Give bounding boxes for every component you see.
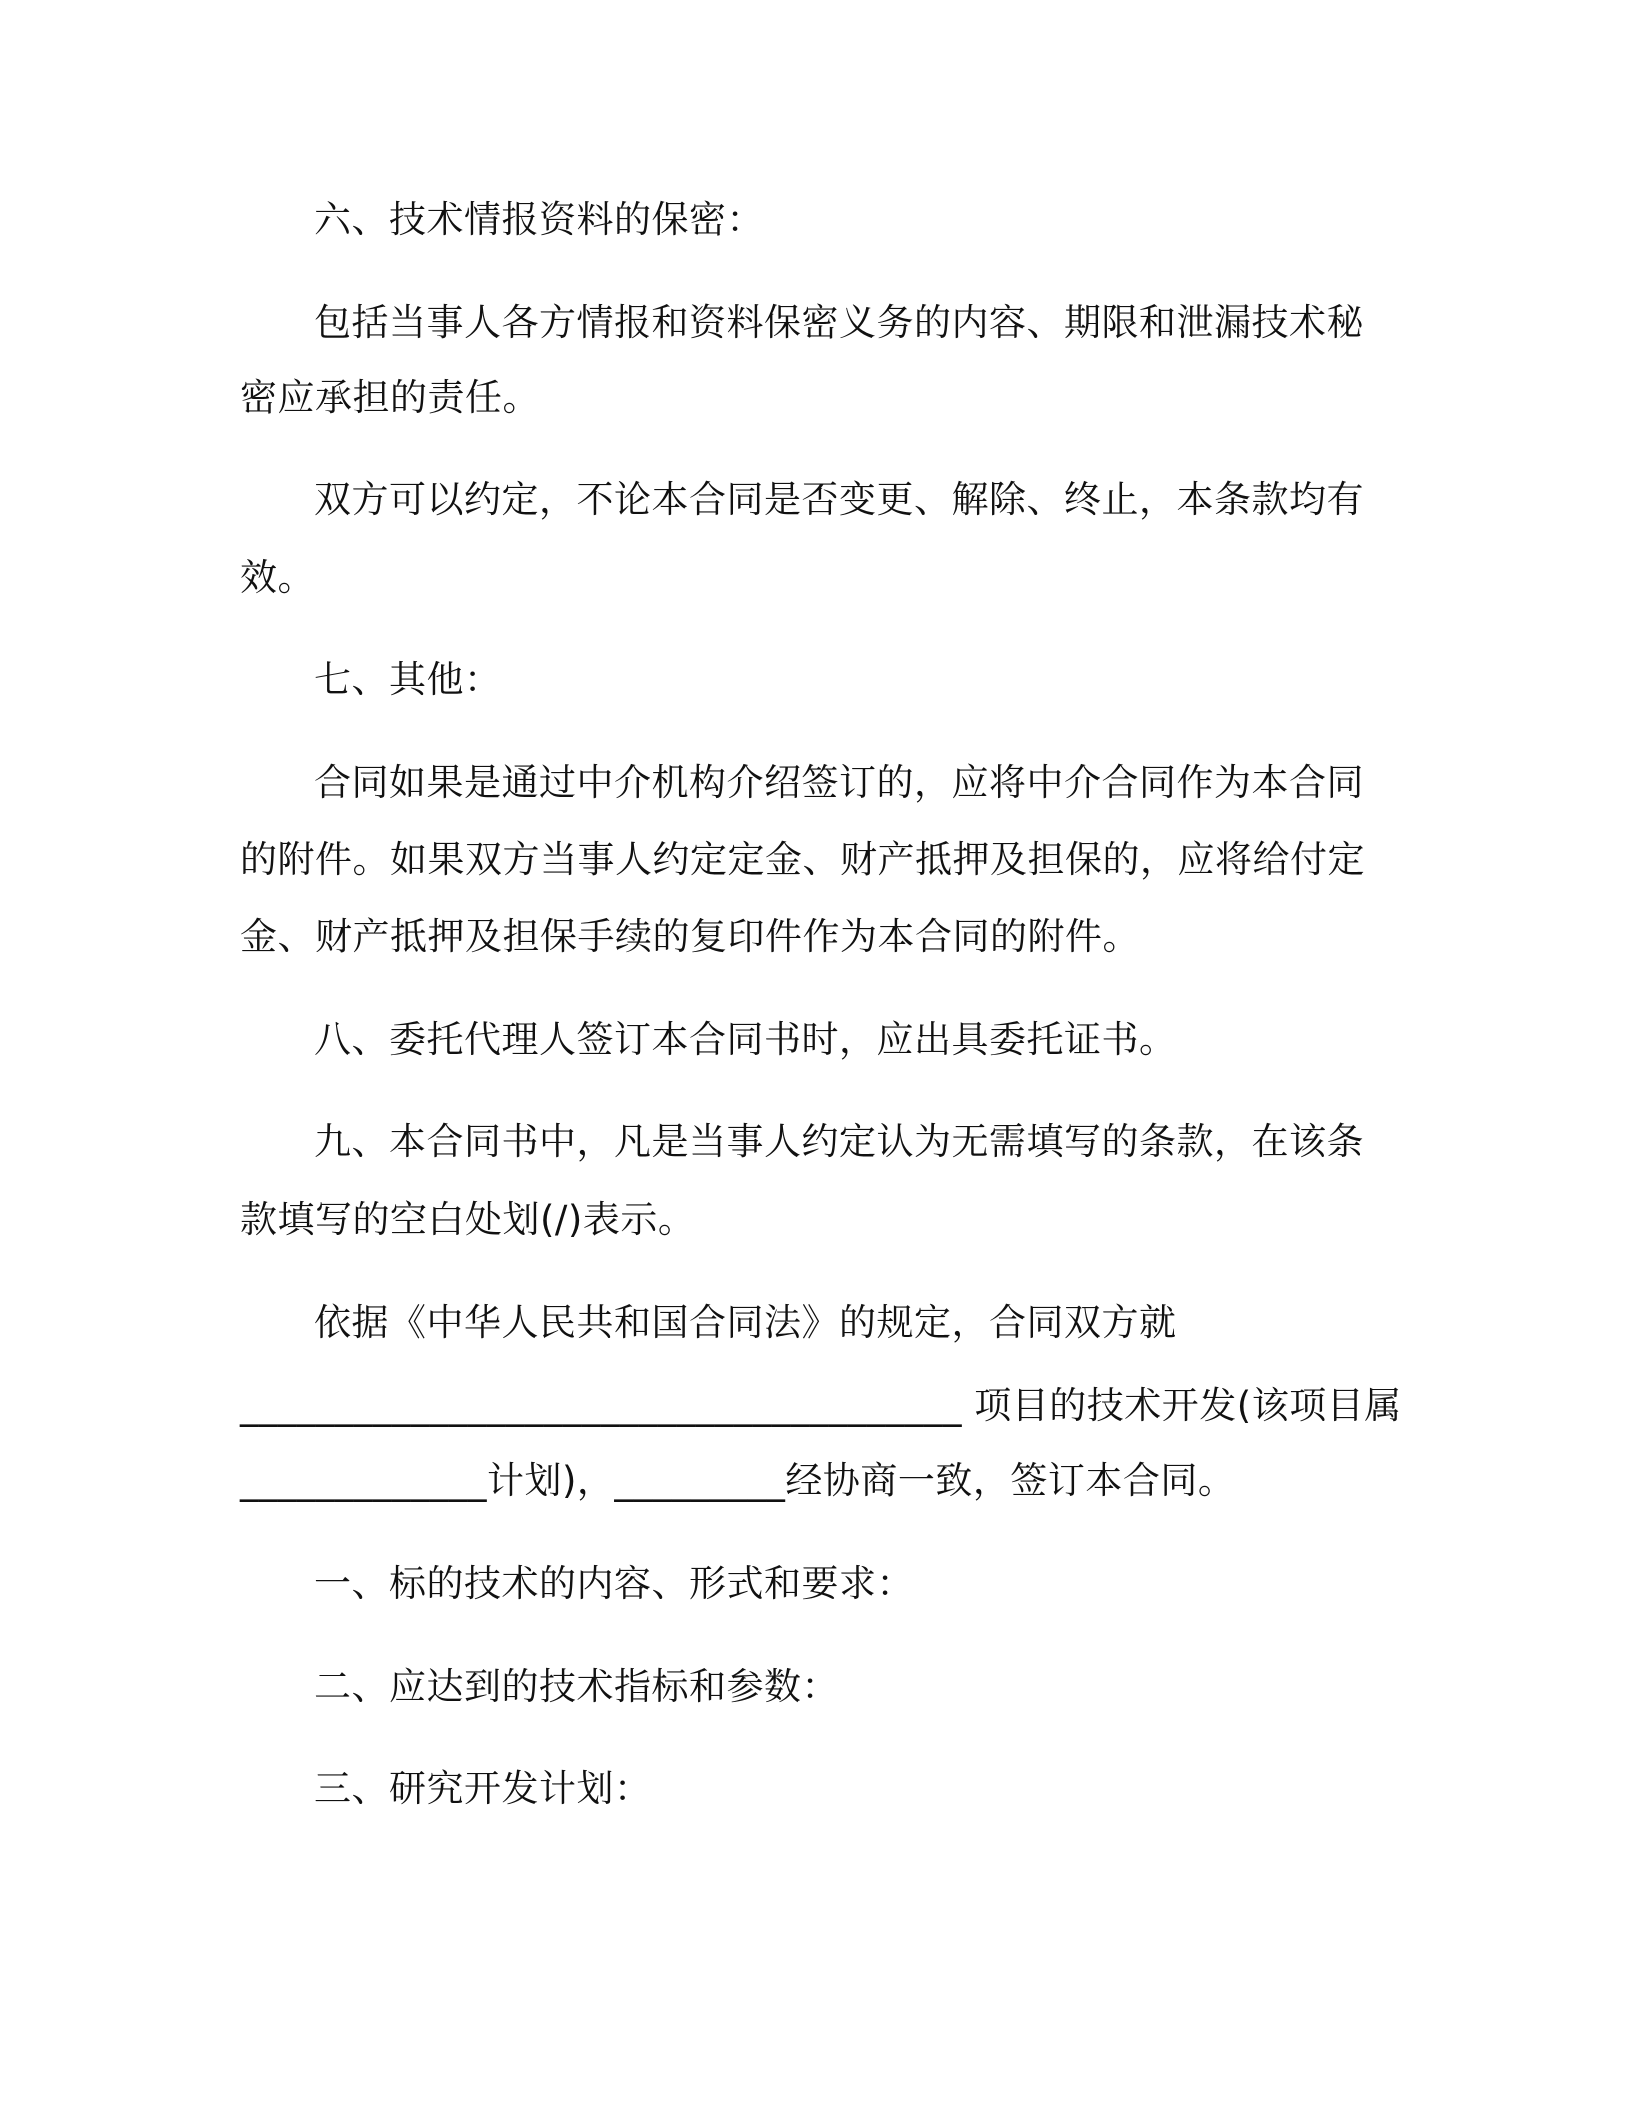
- section-heading-blank-fields: 九、本合同书中，凡是当事人约定认为无需填写的条款，在该条: [314, 1120, 1364, 1163]
- section-heading-plan: 三、研究开发计划：: [314, 1767, 652, 1810]
- section-heading-content: 一、标的技术的内容、形式和要求：: [314, 1562, 914, 1605]
- paragraph-line: 效。: [240, 556, 315, 599]
- section-heading-confidentiality: 六、技术情报资料的保密：: [314, 198, 764, 241]
- paragraph-line: 金、财产抵押及担保手续的复印件作为本合同的附件。: [240, 915, 1140, 958]
- paragraph-line: 双方可以约定，不论本合同是否变更、解除、终止，本条款均有: [314, 478, 1364, 521]
- paragraph-line: 密应承担的责任。: [240, 376, 540, 419]
- paragraph-line: 的附件。如果双方当事人约定定金、财产抵押及担保的，应将给付定: [240, 838, 1365, 881]
- paragraph-line: 合同如果是通过中介机构介绍签订的，应将中介合同作为本合同: [314, 761, 1364, 804]
- section-heading-other: 七、其他：: [314, 658, 502, 701]
- fill-in-line: _____________计划)，_________经协商一致，签订本合同。: [240, 1459, 1236, 1502]
- section-heading-indicators: 二、应达到的技术指标和参数：: [314, 1665, 839, 1708]
- fill-in-line: ______________________________________ 项目的技术开发(该项目属: [240, 1384, 1402, 1427]
- section-heading-agent: 八、委托代理人签订本合同书时，应出具委托证书。: [314, 1018, 1177, 1061]
- paragraph-line: 依据《中华人民共和国合同法》的规定，合同双方就: [314, 1301, 1177, 1344]
- paragraph-line: 包括当事人各方情报和资料保密义务的内容、期限和泄漏技术秘: [314, 301, 1364, 344]
- paragraph-line: 款填写的空白处划(/)表示。: [240, 1198, 696, 1241]
